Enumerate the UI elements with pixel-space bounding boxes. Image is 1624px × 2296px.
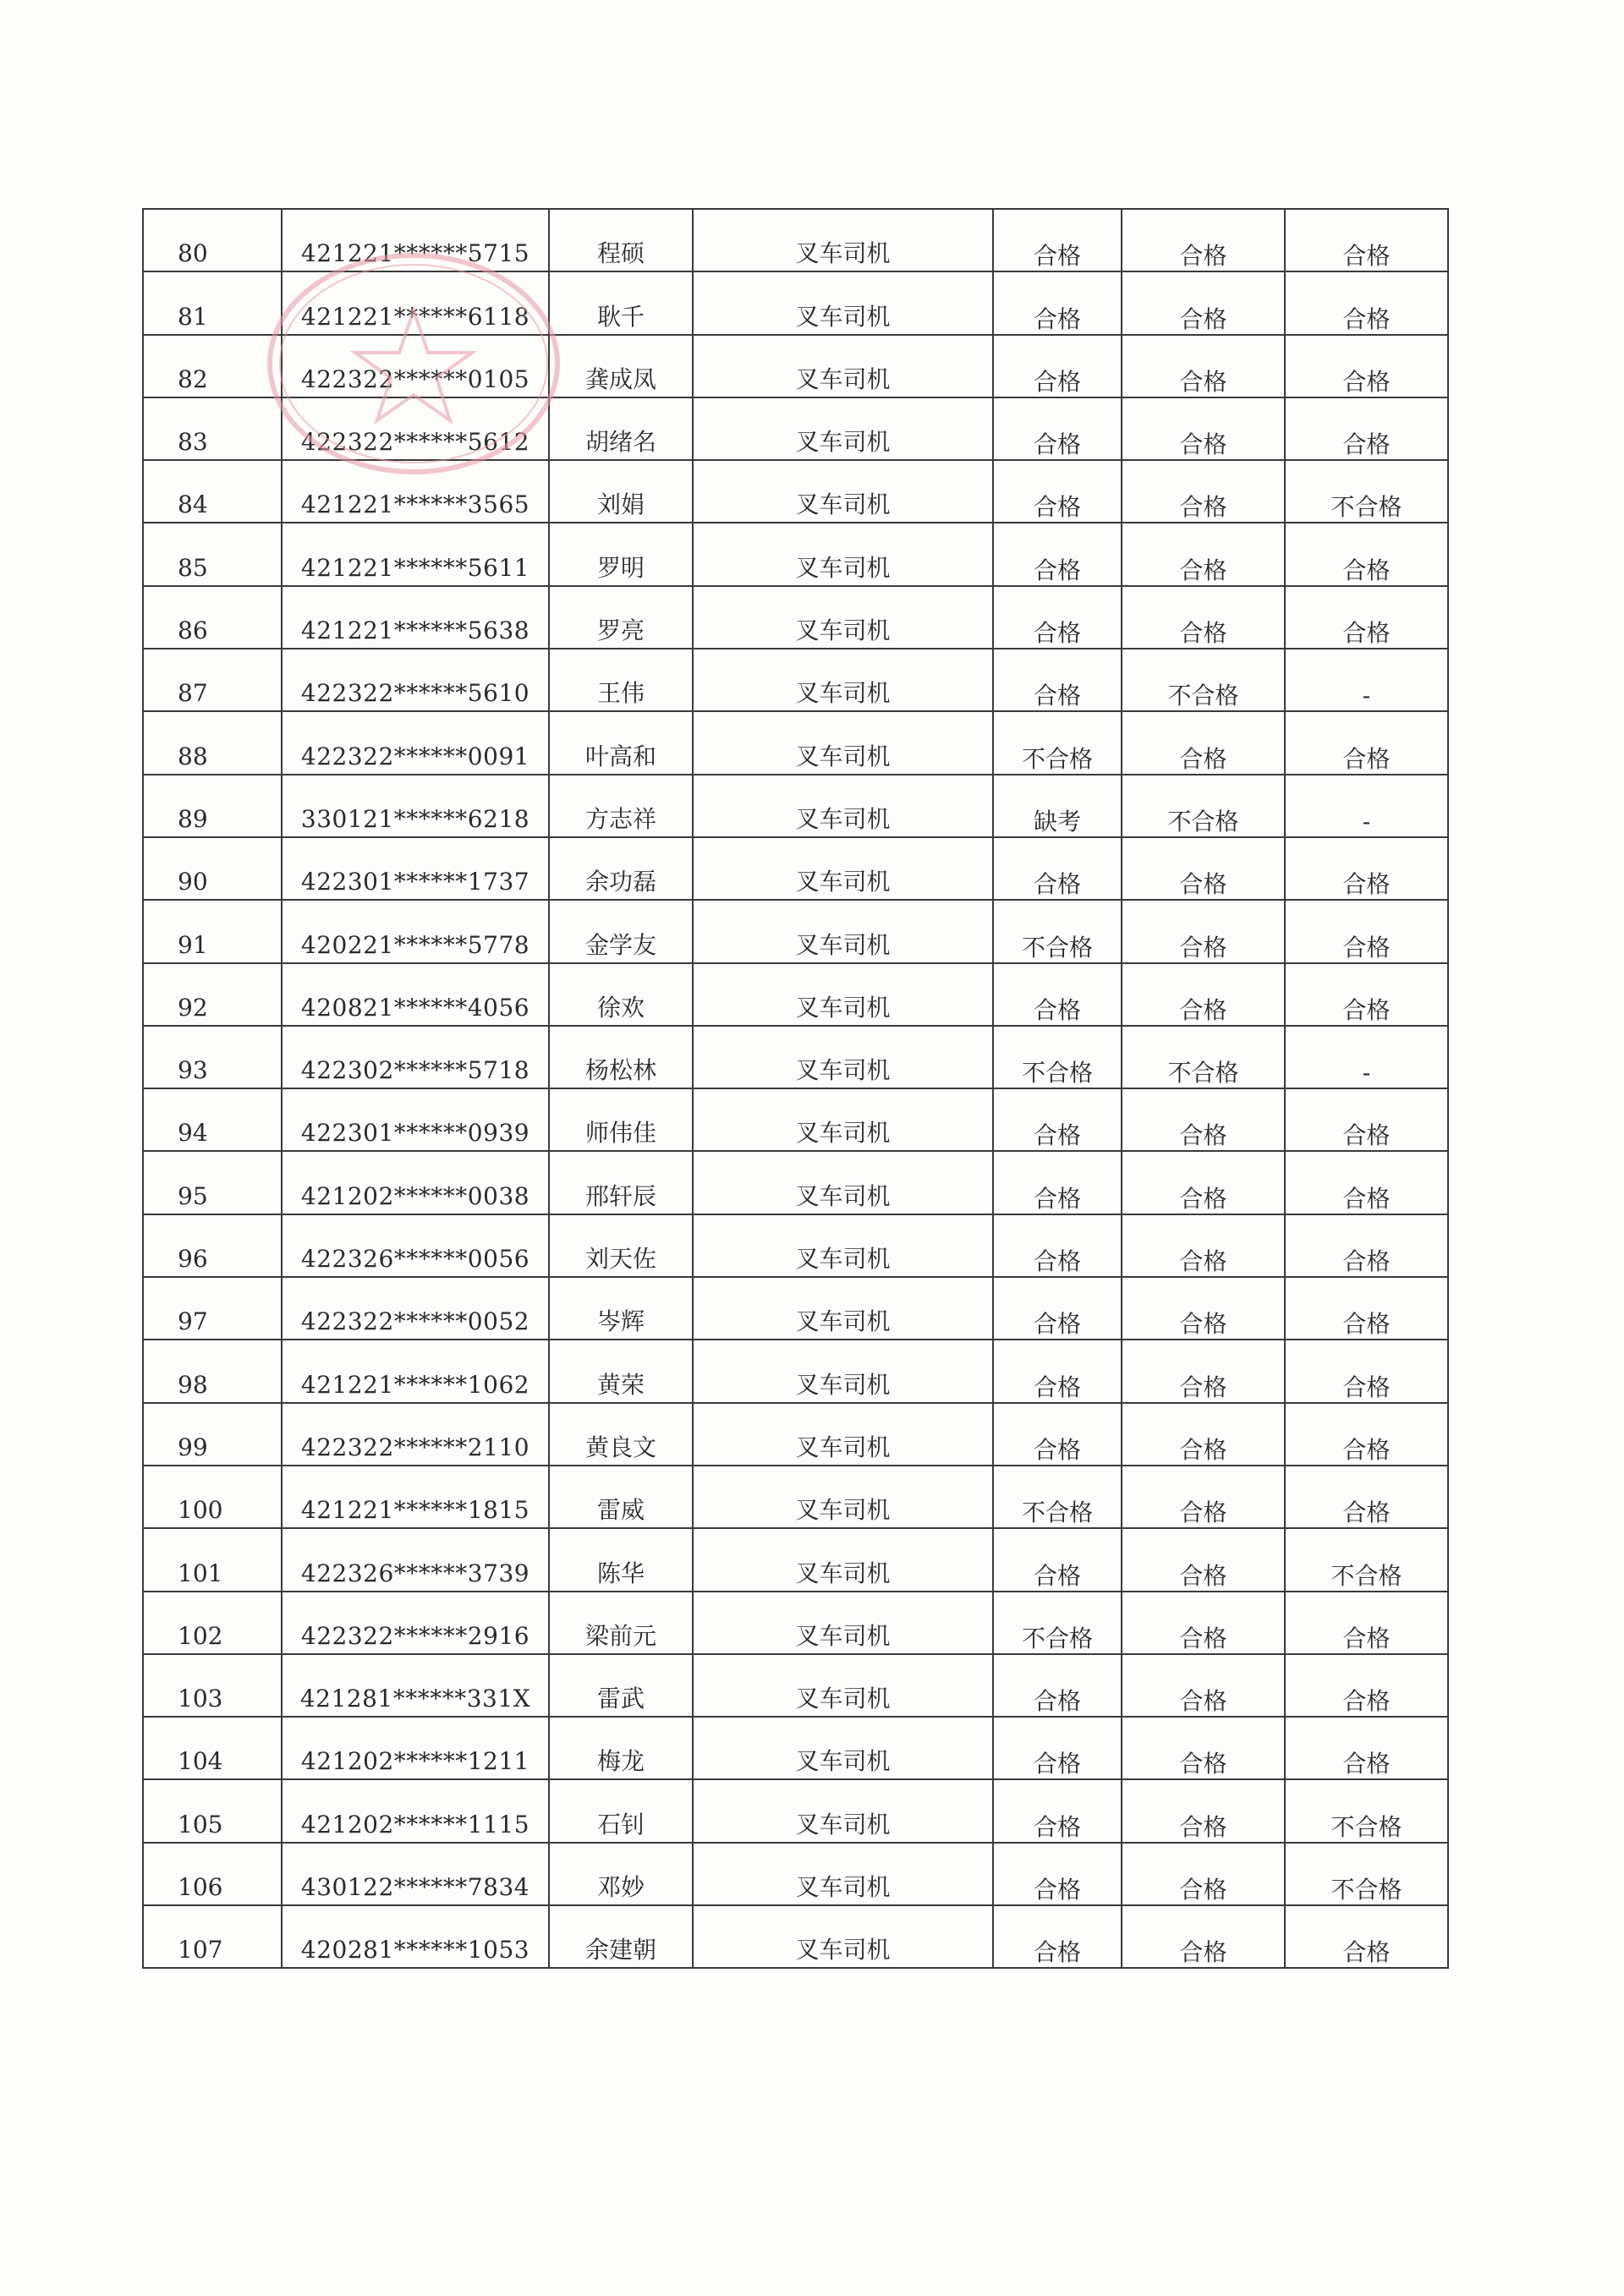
occupation-cell: 叉车司机: [693, 586, 993, 649]
name-cell: 雷威: [549, 1466, 693, 1528]
seq-cell: 107: [143, 1905, 282, 1968]
result-2-cell: 不合格: [1122, 775, 1285, 837]
result-3-cell: 不合格: [1285, 1528, 1448, 1591]
result-2-cell: 合格: [1122, 711, 1285, 774]
occupation-cell: 叉车司机: [693, 271, 993, 334]
id-number-cell: 422302******5718: [282, 1026, 549, 1088]
result-2-cell: 合格: [1122, 1151, 1285, 1214]
name-cell: 方志祥: [549, 775, 693, 837]
result-3-cell: 合格: [1285, 1214, 1448, 1277]
table-row: [143, 1654, 1448, 1717]
result-3-cell: 合格: [1285, 1654, 1448, 1717]
seq-cell: 93: [143, 1026, 282, 1088]
table-row: [143, 1151, 1448, 1214]
id-number-cell: 330121******6218: [282, 775, 549, 837]
id-number-cell: 422301******1737: [282, 837, 549, 900]
table-row: [143, 397, 1448, 460]
occupation-cell: 叉车司机: [693, 209, 993, 271]
result-1-cell: 合格: [993, 837, 1122, 900]
occupation-cell: 叉车司机: [693, 1088, 993, 1151]
id-number-cell: 421221******5611: [282, 523, 549, 585]
result-2-cell: 合格: [1122, 1592, 1285, 1654]
id-number-cell: 421221******1062: [282, 1340, 549, 1402]
table-row: [143, 649, 1448, 711]
result-2-cell: 合格: [1122, 271, 1285, 334]
result-2-cell: 合格: [1122, 1403, 1285, 1466]
seq-cell: 88: [143, 711, 282, 774]
id-number-cell: 422322******5612: [282, 397, 549, 460]
occupation-cell: 叉车司机: [693, 1528, 993, 1591]
seq-cell: 86: [143, 586, 282, 649]
occupation-cell: 叉车司机: [693, 1277, 993, 1340]
result-3-cell: 合格: [1285, 837, 1448, 900]
id-number-cell: 421221******5638: [282, 586, 549, 649]
name-cell: 邢轩辰: [549, 1151, 693, 1214]
name-cell: 陈华: [549, 1528, 693, 1591]
seq-cell: 85: [143, 523, 282, 585]
result-2-cell: 合格: [1122, 397, 1285, 460]
result-3-cell: -: [1285, 775, 1448, 837]
result-2-cell: 合格: [1122, 1088, 1285, 1151]
seq-cell: 82: [143, 335, 282, 397]
id-number-cell: 421281******331X: [282, 1654, 549, 1717]
seq-cell: 89: [143, 775, 282, 837]
name-cell: 梅龙: [549, 1717, 693, 1779]
table-row: [143, 586, 1448, 649]
seq-cell: 87: [143, 649, 282, 711]
id-number-cell: 421202******0038: [282, 1151, 549, 1214]
result-2-cell: 合格: [1122, 1528, 1285, 1591]
id-number-cell: 422322******2110: [282, 1403, 549, 1466]
result-1-cell: 合格: [993, 1717, 1122, 1779]
result-1-cell: 合格: [993, 1528, 1122, 1591]
result-1-cell: 合格: [993, 209, 1122, 271]
occupation-cell: 叉车司机: [693, 1026, 993, 1088]
occupation-cell: 叉车司机: [693, 1340, 993, 1402]
result-1-cell: 合格: [993, 271, 1122, 334]
result-2-cell: 合格: [1122, 335, 1285, 397]
result-2-cell: 合格: [1122, 837, 1285, 900]
result-1-cell: 合格: [993, 1779, 1122, 1842]
id-number-cell: 422322******0091: [282, 711, 549, 774]
table-row: [143, 1779, 1448, 1842]
table-row: [143, 209, 1448, 271]
table-row: [143, 900, 1448, 962]
result-3-cell: 合格: [1285, 1340, 1448, 1402]
seq-cell: 102: [143, 1592, 282, 1654]
occupation-cell: 叉车司机: [693, 775, 993, 837]
id-number-cell: 420821******4056: [282, 963, 549, 1026]
result-1-cell: 合格: [993, 1088, 1122, 1151]
id-number-cell: 422301******0939: [282, 1088, 549, 1151]
result-2-cell: 合格: [1122, 1654, 1285, 1717]
occupation-cell: 叉车司机: [693, 963, 993, 1026]
seq-cell: 103: [143, 1654, 282, 1717]
result-1-cell: 合格: [993, 1654, 1122, 1717]
table-row: [143, 1905, 1448, 1968]
occupation-cell: 叉车司机: [693, 1403, 993, 1466]
id-number-cell: 430122******7834: [282, 1843, 549, 1905]
name-cell: 龚成凤: [549, 335, 693, 397]
result-1-cell: 合格: [993, 1214, 1122, 1277]
occupation-cell: 叉车司机: [693, 1717, 993, 1779]
id-number-cell: 421221******5715: [282, 209, 549, 271]
result-1-cell: 缺考: [993, 775, 1122, 837]
result-1-cell: 合格: [993, 1403, 1122, 1466]
result-1-cell: 合格: [993, 523, 1122, 585]
occupation-cell: 叉车司机: [693, 1466, 993, 1528]
name-cell: 刘娟: [549, 460, 693, 523]
name-cell: 杨松林: [549, 1026, 693, 1088]
result-2-cell: 合格: [1122, 963, 1285, 1026]
name-cell: 岑辉: [549, 1277, 693, 1340]
result-1-cell: 不合格: [993, 900, 1122, 962]
seq-cell: 91: [143, 900, 282, 962]
result-1-cell: 不合格: [993, 1466, 1122, 1528]
occupation-cell: 叉车司机: [693, 1654, 993, 1717]
name-cell: 余建朝: [549, 1905, 693, 1968]
table-row: [143, 775, 1448, 837]
name-cell: 程硕: [549, 209, 693, 271]
seq-cell: 83: [143, 397, 282, 460]
result-3-cell: 合格: [1285, 397, 1448, 460]
id-number-cell: 421202******1211: [282, 1717, 549, 1779]
seq-cell: 95: [143, 1151, 282, 1214]
result-1-cell: 合格: [993, 1340, 1122, 1402]
seq-cell: 90: [143, 837, 282, 900]
result-3-cell: 合格: [1285, 1277, 1448, 1340]
table-row: [143, 1214, 1448, 1277]
name-cell: 耿千: [549, 271, 693, 334]
seq-cell: 92: [143, 963, 282, 1026]
id-number-cell: 422322******0052: [282, 1277, 549, 1340]
result-2-cell: 合格: [1122, 1905, 1285, 1968]
result-3-cell: 合格: [1285, 1466, 1448, 1528]
seq-cell: 105: [143, 1779, 282, 1842]
occupation-cell: 叉车司机: [693, 460, 993, 523]
result-1-cell: 不合格: [993, 1026, 1122, 1088]
result-3-cell: 不合格: [1285, 1779, 1448, 1842]
id-number-cell: 422322******2916: [282, 1592, 549, 1654]
result-3-cell: 合格: [1285, 1088, 1448, 1151]
id-number-cell: 422326******0056: [282, 1214, 549, 1277]
result-2-cell: 合格: [1122, 460, 1285, 523]
result-2-cell: 合格: [1122, 1779, 1285, 1842]
seq-cell: 104: [143, 1717, 282, 1779]
table-row: [143, 1528, 1448, 1591]
result-2-cell: 合格: [1122, 1466, 1285, 1528]
name-cell: 胡绪名: [549, 397, 693, 460]
result-3-cell: 不合格: [1285, 1843, 1448, 1905]
occupation-cell: 叉车司机: [693, 1592, 993, 1654]
name-cell: 梁前元: [549, 1592, 693, 1654]
name-cell: 雷武: [549, 1654, 693, 1717]
occupation-cell: 叉车司机: [693, 523, 993, 585]
result-1-cell: 合格: [993, 1151, 1122, 1214]
table-row: [143, 1340, 1448, 1402]
occupation-cell: 叉车司机: [693, 711, 993, 774]
table-row: [143, 1403, 1448, 1466]
table-row: [143, 271, 1448, 334]
result-3-cell: -: [1285, 1026, 1448, 1088]
result-1-cell: 合格: [993, 649, 1122, 711]
table-row: [143, 1843, 1448, 1905]
result-3-cell: 合格: [1285, 1717, 1448, 1779]
result-3-cell: 合格: [1285, 586, 1448, 649]
id-number-cell: 421202******1115: [282, 1779, 549, 1842]
result-3-cell: 合格: [1285, 711, 1448, 774]
name-cell: 邓妙: [549, 1843, 693, 1905]
id-number-cell: 421221******3565: [282, 460, 549, 523]
result-2-cell: 合格: [1122, 1717, 1285, 1779]
result-2-cell: 合格: [1122, 1214, 1285, 1277]
name-cell: 黄良文: [549, 1403, 693, 1466]
result-1-cell: 合格: [993, 963, 1122, 1026]
result-1-cell: 不合格: [993, 1592, 1122, 1654]
table-row: [143, 1277, 1448, 1340]
occupation-cell: 叉车司机: [693, 837, 993, 900]
result-2-cell: 合格: [1122, 209, 1285, 271]
result-2-cell: 不合格: [1122, 649, 1285, 711]
table-row: [143, 335, 1448, 397]
occupation-cell: 叉车司机: [693, 1843, 993, 1905]
seq-cell: 94: [143, 1088, 282, 1151]
result-2-cell: 合格: [1122, 586, 1285, 649]
result-2-cell: 合格: [1122, 1340, 1285, 1402]
table-row: [143, 523, 1448, 585]
result-3-cell: 合格: [1285, 1151, 1448, 1214]
results-table: [142, 208, 1449, 1969]
name-cell: 罗明: [549, 523, 693, 585]
id-number-cell: 421221******1815: [282, 1466, 549, 1528]
name-cell: 余功磊: [549, 837, 693, 900]
results-table-body: [143, 209, 1448, 1968]
id-number-cell: 421221******6118: [282, 271, 549, 334]
seq-cell: 100: [143, 1466, 282, 1528]
occupation-cell: 叉车司机: [693, 1214, 993, 1277]
name-cell: 叶高和: [549, 711, 693, 774]
occupation-cell: 叉车司机: [693, 649, 993, 711]
id-number-cell: 420281******1053: [282, 1905, 549, 1968]
seq-cell: 97: [143, 1277, 282, 1340]
name-cell: 徐欢: [549, 963, 693, 1026]
result-1-cell: 不合格: [993, 711, 1122, 774]
name-cell: 金学友: [549, 900, 693, 962]
result-3-cell: 合格: [1285, 900, 1448, 962]
occupation-cell: 叉车司机: [693, 900, 993, 962]
result-2-cell: 不合格: [1122, 1026, 1285, 1088]
table-row: [143, 1592, 1448, 1654]
result-3-cell: 合格: [1285, 1905, 1448, 1968]
id-number-cell: 422322******5610: [282, 649, 549, 711]
id-number-cell: 422322******0105: [282, 335, 549, 397]
result-3-cell: 合格: [1285, 963, 1448, 1026]
table-row: [143, 1717, 1448, 1779]
occupation-cell: 叉车司机: [693, 397, 993, 460]
name-cell: 刘天佐: [549, 1214, 693, 1277]
result-1-cell: 合格: [993, 1277, 1122, 1340]
result-3-cell: 合格: [1285, 523, 1448, 585]
seq-cell: 99: [143, 1403, 282, 1466]
seq-cell: 84: [143, 460, 282, 523]
occupation-cell: 叉车司机: [693, 1905, 993, 1968]
result-3-cell: 合格: [1285, 1403, 1448, 1466]
seq-cell: 96: [143, 1214, 282, 1277]
result-2-cell: 合格: [1122, 523, 1285, 585]
result-1-cell: 合格: [993, 460, 1122, 523]
result-3-cell: 合格: [1285, 209, 1448, 271]
table-row: [143, 837, 1448, 900]
result-3-cell: 合格: [1285, 271, 1448, 334]
result-1-cell: 合格: [993, 586, 1122, 649]
result-2-cell: 合格: [1122, 1277, 1285, 1340]
table-row: [143, 711, 1448, 774]
name-cell: 罗亮: [549, 586, 693, 649]
result-1-cell: 合格: [993, 1905, 1122, 1968]
occupation-cell: 叉车司机: [693, 335, 993, 397]
name-cell: 王伟: [549, 649, 693, 711]
table-row: [143, 963, 1448, 1026]
table-row: [143, 460, 1448, 523]
seq-cell: 106: [143, 1843, 282, 1905]
result-1-cell: 合格: [993, 335, 1122, 397]
result-1-cell: 合格: [993, 397, 1122, 460]
result-1-cell: 合格: [993, 1843, 1122, 1905]
name-cell: 师伟佳: [549, 1088, 693, 1151]
table-row: [143, 1026, 1448, 1088]
name-cell: 黄荣: [549, 1340, 693, 1402]
occupation-cell: 叉车司机: [693, 1779, 993, 1842]
name-cell: 石钊: [549, 1779, 693, 1842]
table-row: [143, 1466, 1448, 1528]
seq-cell: 81: [143, 271, 282, 334]
result-2-cell: 合格: [1122, 1843, 1285, 1905]
result-3-cell: -: [1285, 649, 1448, 711]
occupation-cell: 叉车司机: [693, 1151, 993, 1214]
table-row: [143, 1088, 1448, 1151]
seq-cell: 98: [143, 1340, 282, 1402]
id-number-cell: 420221******5778: [282, 900, 549, 962]
result-3-cell: 不合格: [1285, 460, 1448, 523]
result-3-cell: 合格: [1285, 335, 1448, 397]
seq-cell: 101: [143, 1528, 282, 1591]
id-number-cell: 422326******3739: [282, 1528, 549, 1591]
result-3-cell: 合格: [1285, 1592, 1448, 1654]
result-2-cell: 合格: [1122, 900, 1285, 962]
seq-cell: 80: [143, 209, 282, 271]
